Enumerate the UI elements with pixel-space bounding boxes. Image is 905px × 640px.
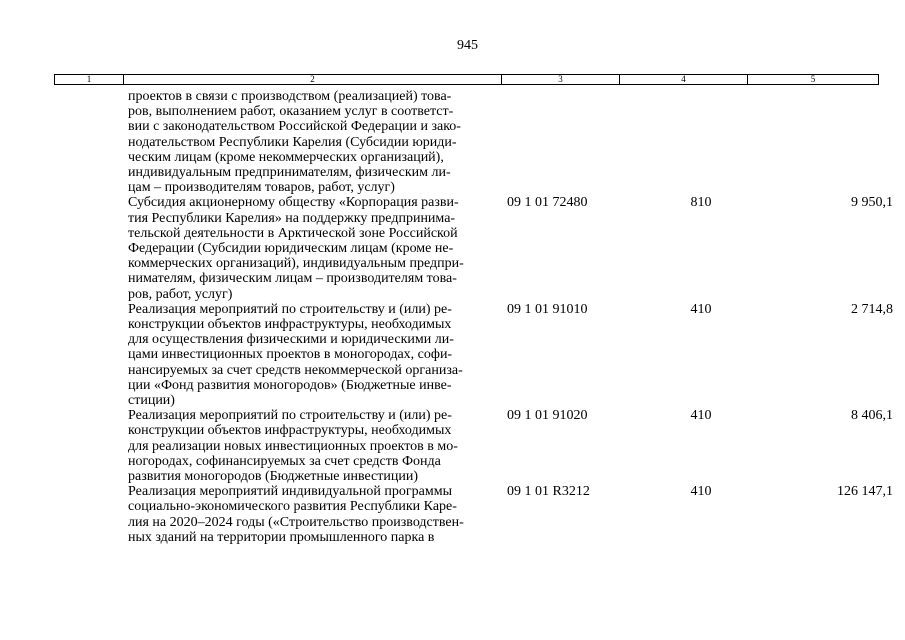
row-sum bbox=[721, 89, 893, 195]
row-sum: 126 147,1 bbox=[837, 484, 893, 500]
row-expense-type bbox=[681, 89, 721, 195]
column-number-3: 3 bbox=[502, 75, 620, 84]
row-target-code bbox=[498, 89, 639, 195]
row-expense-type: 410 bbox=[690, 408, 712, 424]
row-target-code: 09 1 01 91020 bbox=[507, 408, 588, 424]
table-row bbox=[0, 484, 905, 545]
page-number: 945 bbox=[457, 38, 478, 53]
row-sum: 2 714,8 bbox=[851, 301, 893, 317]
row-sum: 8 406,1 bbox=[851, 408, 893, 424]
budget-table-body bbox=[0, 89, 905, 545]
column-number-5: 5 bbox=[810, 74, 816, 84]
column-number-1: 1 bbox=[55, 75, 124, 84]
table-row bbox=[0, 302, 905, 408]
column-number-2: 2 bbox=[124, 75, 502, 84]
table-column-header bbox=[54, 74, 879, 85]
column-number-4: 4 bbox=[620, 75, 748, 84]
row-target-code: 09 1 01 91010 bbox=[507, 301, 588, 317]
row-target-code: 09 1 01 R3212 bbox=[507, 484, 590, 500]
row-expense-type: 410 bbox=[690, 484, 712, 500]
row-description: Реализация мероприятий индивидуальной программы социально-экономического развития Республики Каре- лия на 2020–2024 годы («Строительство производствен- ных зданий на территории промышленного парка в bbox=[128, 484, 464, 545]
row-target-code: 09 1 01 72480 bbox=[507, 195, 588, 211]
row-description: Реализация мероприятий по строительству и (или) ре- конструкции объектов инфраструктуры, необходимых для реализации новых инвестиционных проектов в мо- ногородах, софинансируемых за счет средств Фонда развития моногородов (Бюджетные инвестиции) bbox=[128, 408, 458, 485]
row-expense-type: 410 bbox=[690, 301, 712, 317]
row-sum: 9 950,1 bbox=[851, 195, 893, 211]
row-description: Реализация мероприятий по строительству и (или) ре- конструкции объектов инфраструктуры, необходимых для осуществления физическими и юридическими ли- цами инвестиционных проектов в моногородах, софи- нансируемых за счет средств некоммерческой организа- ции «Фонд развития моногородов» (Бюджетные инве- стиции) bbox=[128, 301, 463, 409]
table-row bbox=[0, 195, 905, 301]
row-expense-type: 810 bbox=[690, 195, 712, 211]
row-description: Субсидия акционерному обществу «Корпорация разви- тия Республики Карелия» на поддержку предпринима- тельской деятельности в Арктической зоне Российской Федерации (Субсидии юридическим лицам (кроме не- коммерческих организаций), индивидуальным предпри- нимателям, физическим лицам – производителям това- ров, работ, услуг) bbox=[128, 195, 464, 302]
table-row bbox=[0, 89, 905, 195]
table-row bbox=[0, 408, 905, 484]
row-description: проектов в связи с производством (реализацией) това- ров, выполнением работ, оказанием услуг в соответст- вии с законодательством Российской Федерации и зако- нодательством Республики Карелия (Субсидии юриди- ческим лицам (кроме некоммерческих организаций), индивидуальным предпринимателям, физическим ли- цам – производителям товаров, работ, услуг) bbox=[128, 89, 461, 196]
